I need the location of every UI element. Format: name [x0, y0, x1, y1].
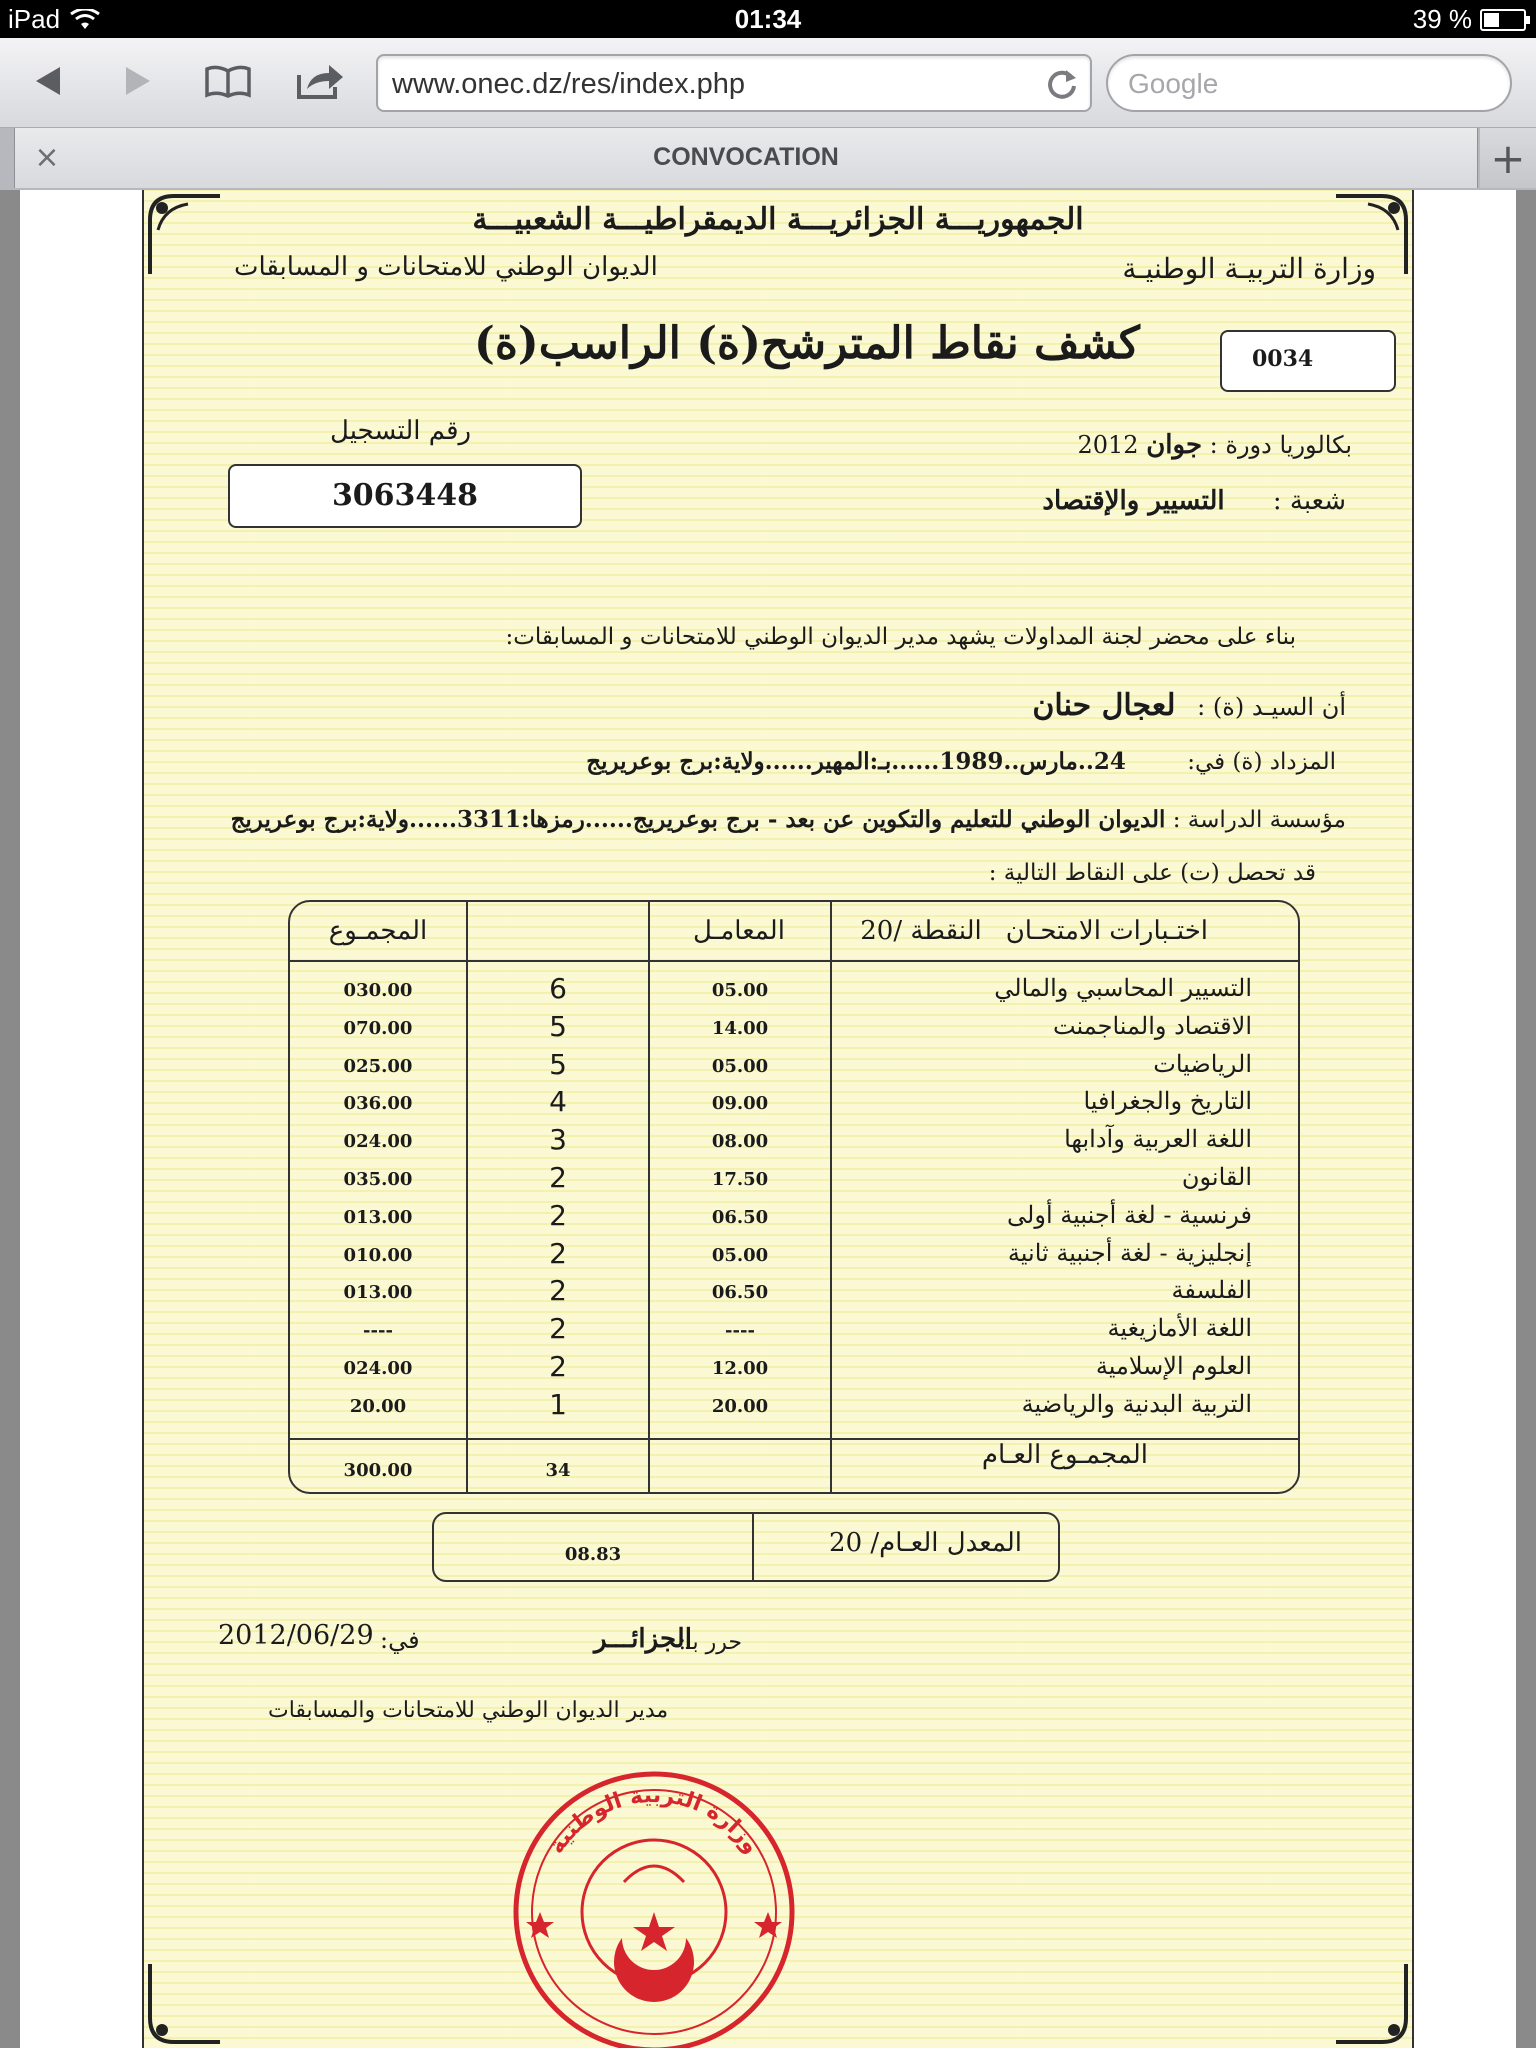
- average-divider: [752, 1514, 754, 1580]
- school-value: الديوان الوطني للتعليم والتكوين عن بعد - برج بوعريريج......رمزها:3311......ولاية:برج بوعريريج: [230, 806, 1166, 833]
- total-cell: 030.00: [343, 980, 413, 1001]
- coef-cell: 2: [549, 1274, 567, 1308]
- forward-button[interactable]: [108, 56, 168, 106]
- session-line: [1077, 430, 1352, 460]
- score-cell: 12.00: [711, 1358, 769, 1379]
- total-cell: 013.00: [343, 1282, 413, 1304]
- total-cell: 010.00: [343, 1244, 413, 1266]
- battery-percent: 39 %: [1412, 4, 1472, 34]
- plus-icon: +: [1490, 133, 1526, 183]
- issue-date: 2012/06/29: [218, 1620, 374, 1651]
- average-label: المعدل العـام/ 20: [829, 1528, 1022, 1558]
- subject-cell: الرياضيات: [1153, 1049, 1252, 1078]
- battery-group: [1413, 4, 1526, 35]
- reload-icon[interactable]: [1044, 66, 1080, 102]
- url-text: www.onec.dz/res/index.php: [392, 68, 746, 100]
- total-cell: 024.00: [343, 1131, 413, 1153]
- coef-cell: 3: [549, 1123, 567, 1157]
- table-row: [290, 1085, 1298, 1123]
- city: الجزائـــر: [594, 1624, 692, 1654]
- points-intro: قد تحصل (ت) على النقاط التالية :: [988, 860, 1316, 886]
- subject-cell: الاقتصاد والمناجمنت: [1052, 1011, 1252, 1040]
- new-tab-button[interactable]: [1480, 128, 1536, 188]
- total-cell: 20.00: [349, 1395, 407, 1417]
- subject-cell: اللغة العربية وآدابها: [1064, 1125, 1252, 1154]
- table-row: [290, 972, 1298, 1010]
- table-row: [290, 1312, 1298, 1350]
- score-cell: 06.50: [711, 1206, 769, 1228]
- stamp-text: وزارة التربية الوطنية: [544, 1782, 764, 1859]
- total-cell: 070.00: [343, 1017, 413, 1039]
- score-cell: ----: [725, 1320, 755, 1342]
- svg-text:وزارة التربية الوطنية: [544, 1783, 764, 1858]
- total-cell: ----: [363, 1320, 393, 1342]
- subject-cell: فرنسية - لغة أجنبية أولى: [1007, 1200, 1252, 1229]
- score-cell: 05.00: [711, 1055, 769, 1077]
- subject-cell: القانون: [1181, 1163, 1252, 1191]
- ornament-corner-icon: [1332, 1958, 1412, 2048]
- coef-cell: 2: [549, 1312, 567, 1346]
- subject-cell: الفلسفة: [1171, 1276, 1252, 1305]
- registration-number: 3063448: [228, 464, 582, 528]
- marks-table: [288, 900, 1300, 1494]
- subject-cell: إنجليزية - لغة أجنبية ثانية: [1007, 1238, 1252, 1267]
- page-gutter-right: [1516, 190, 1536, 2048]
- document-title: كشف نقاط المترشح(ة) الراسب(ة): [474, 318, 1140, 369]
- forward-arrow-icon: [120, 63, 156, 99]
- session-label: بكالوريا دورة :: [1209, 431, 1352, 459]
- table-row: [290, 1161, 1298, 1199]
- tab-title: CONVOCATION: [653, 143, 839, 171]
- average-box: [432, 1512, 1060, 1582]
- total-cell: 024.00: [343, 1358, 413, 1379]
- registration-label: رقم التسجيل: [330, 416, 472, 446]
- stream-line: [1042, 486, 1346, 516]
- subject-cell: اللغة الأمازيغية: [1107, 1314, 1252, 1343]
- battery-fill: [1484, 13, 1499, 27]
- birth-value: 24..مارس..1989......بـ:المهير......ولاية:برج بوعريريج: [586, 748, 1126, 775]
- grand-total-coef: 34: [545, 1460, 571, 1481]
- republic-header: الجمهوريـــة الجزائريـــة الديمقراطيـــة الشعبيـــة: [472, 202, 1084, 237]
- score-cell: 05.00: [711, 980, 769, 1001]
- score-cell: 14.00: [711, 1017, 769, 1039]
- stream-label: شعبة :: [1272, 486, 1346, 516]
- battery-icon: [1480, 9, 1526, 31]
- table-row: [290, 1199, 1298, 1237]
- browser-toolbar: [0, 38, 1536, 128]
- grand-total-value: 300.00: [343, 1460, 413, 1481]
- score-cell: 17.50: [711, 1169, 769, 1190]
- share-icon: [295, 61, 345, 101]
- table-divider: [290, 960, 1298, 962]
- coef-cell: 6: [549, 972, 567, 1005]
- close-tab-icon[interactable]: ×: [34, 140, 60, 175]
- search-field[interactable]: [1106, 54, 1512, 112]
- header-total: المجمـوع: [328, 916, 428, 946]
- header-coef: المعامـل: [693, 916, 785, 946]
- header-subject: اختـبارات الامتحـان: [1005, 916, 1208, 946]
- average-value: 08.83: [564, 1544, 622, 1565]
- subject-cell: التربية البدنية والرياضية: [1021, 1389, 1252, 1418]
- tab-bar: [0, 128, 1536, 190]
- coef-cell: 2: [549, 1198, 567, 1232]
- web-content[interactable]: [0, 190, 1536, 2048]
- ministry-header: وزارة التربيـة الوطنيـة: [1122, 252, 1376, 285]
- coef-cell: 2: [549, 1236, 567, 1270]
- total-cell: 013.00: [343, 1206, 413, 1228]
- name-label: أن السيـد (ة) :: [1197, 693, 1346, 721]
- table-row: [290, 1123, 1298, 1161]
- score-cell: 20.00: [711, 1395, 769, 1417]
- table-row: [290, 1350, 1298, 1388]
- preamble: بناء على محضر لجنة المداولات يشهد مدير الديوان الوطني للامتحانات و المسابقات:: [505, 624, 1296, 650]
- back-button[interactable]: [18, 56, 78, 106]
- subject-cell: التسيير المحاسبي والمالي: [994, 974, 1252, 1002]
- candidate-name: لعجال حنان: [1032, 688, 1176, 723]
- clock: 01:34: [734, 4, 802, 34]
- table-row: [290, 1274, 1298, 1312]
- school-line: [231, 806, 1346, 833]
- book-icon: [203, 63, 253, 99]
- tab-convocation[interactable]: [14, 128, 1478, 188]
- back-arrow-icon: [30, 63, 66, 99]
- score-cell: 06.50: [711, 1282, 769, 1304]
- total-cell: 036.00: [343, 1093, 413, 1115]
- search-input[interactable]: [1128, 66, 1488, 102]
- grand-total-label: المجمـوع العـام: [981, 1440, 1148, 1470]
- candidate-name-line: [1032, 688, 1346, 723]
- coef-cell: 1: [549, 1387, 567, 1421]
- official-stamp-icon: [504, 1762, 804, 2048]
- subject-cell: التاريخ والجغرافيا: [1083, 1087, 1252, 1116]
- done-at-label: حرر بـ:: [678, 1630, 742, 1655]
- date-label: في:: [380, 1626, 420, 1654]
- page-gutter-left: [0, 190, 20, 2048]
- coef-cell: 5: [549, 1047, 567, 1081]
- school-label: مؤسسة الدراسة :: [1172, 807, 1346, 833]
- address-bar[interactable]: [376, 54, 1092, 112]
- total-cell: 035.00: [343, 1169, 413, 1190]
- coef-cell: 5: [549, 1009, 567, 1043]
- session-month: جوان: [1146, 430, 1203, 460]
- birth-line: [586, 748, 1336, 775]
- table-row: [290, 1237, 1298, 1275]
- total-cell: 025.00: [343, 1055, 413, 1077]
- stream-value: التسيير والإقتصاد: [1042, 486, 1225, 516]
- share-button[interactable]: [290, 56, 350, 106]
- bookmarks-button[interactable]: [198, 56, 258, 106]
- score-cell: 05.00: [711, 1244, 769, 1266]
- table-row: [290, 1048, 1298, 1086]
- signatory-title: مدير الديوان الوطني للامتحانات والمسابقات: [268, 1698, 669, 1723]
- coef-cell: 2: [549, 1350, 567, 1383]
- birth-label: المزداد (ة) في:: [1187, 749, 1336, 775]
- ornament-corner-icon: [144, 1958, 224, 2048]
- score-cell: 08.00: [711, 1131, 769, 1153]
- table-row: [290, 1010, 1298, 1048]
- status-bar: [0, 0, 1536, 38]
- session-year: 2012: [1077, 431, 1139, 459]
- score-cell: 09.00: [711, 1093, 769, 1115]
- document-number: 0034: [1220, 330, 1396, 392]
- subject-cell: العلوم الإسلامية: [1095, 1352, 1252, 1380]
- header-score: النقطة /20: [860, 916, 982, 946]
- table-row: [290, 1388, 1298, 1426]
- office-header: الديوان الوطني للامتحانات و المسابقات: [234, 252, 658, 282]
- coef-cell: 2: [549, 1161, 567, 1194]
- coef-cell: 4: [549, 1085, 567, 1119]
- transcript-document: [142, 190, 1414, 2048]
- carrier-label: iPad: [8, 4, 61, 34]
